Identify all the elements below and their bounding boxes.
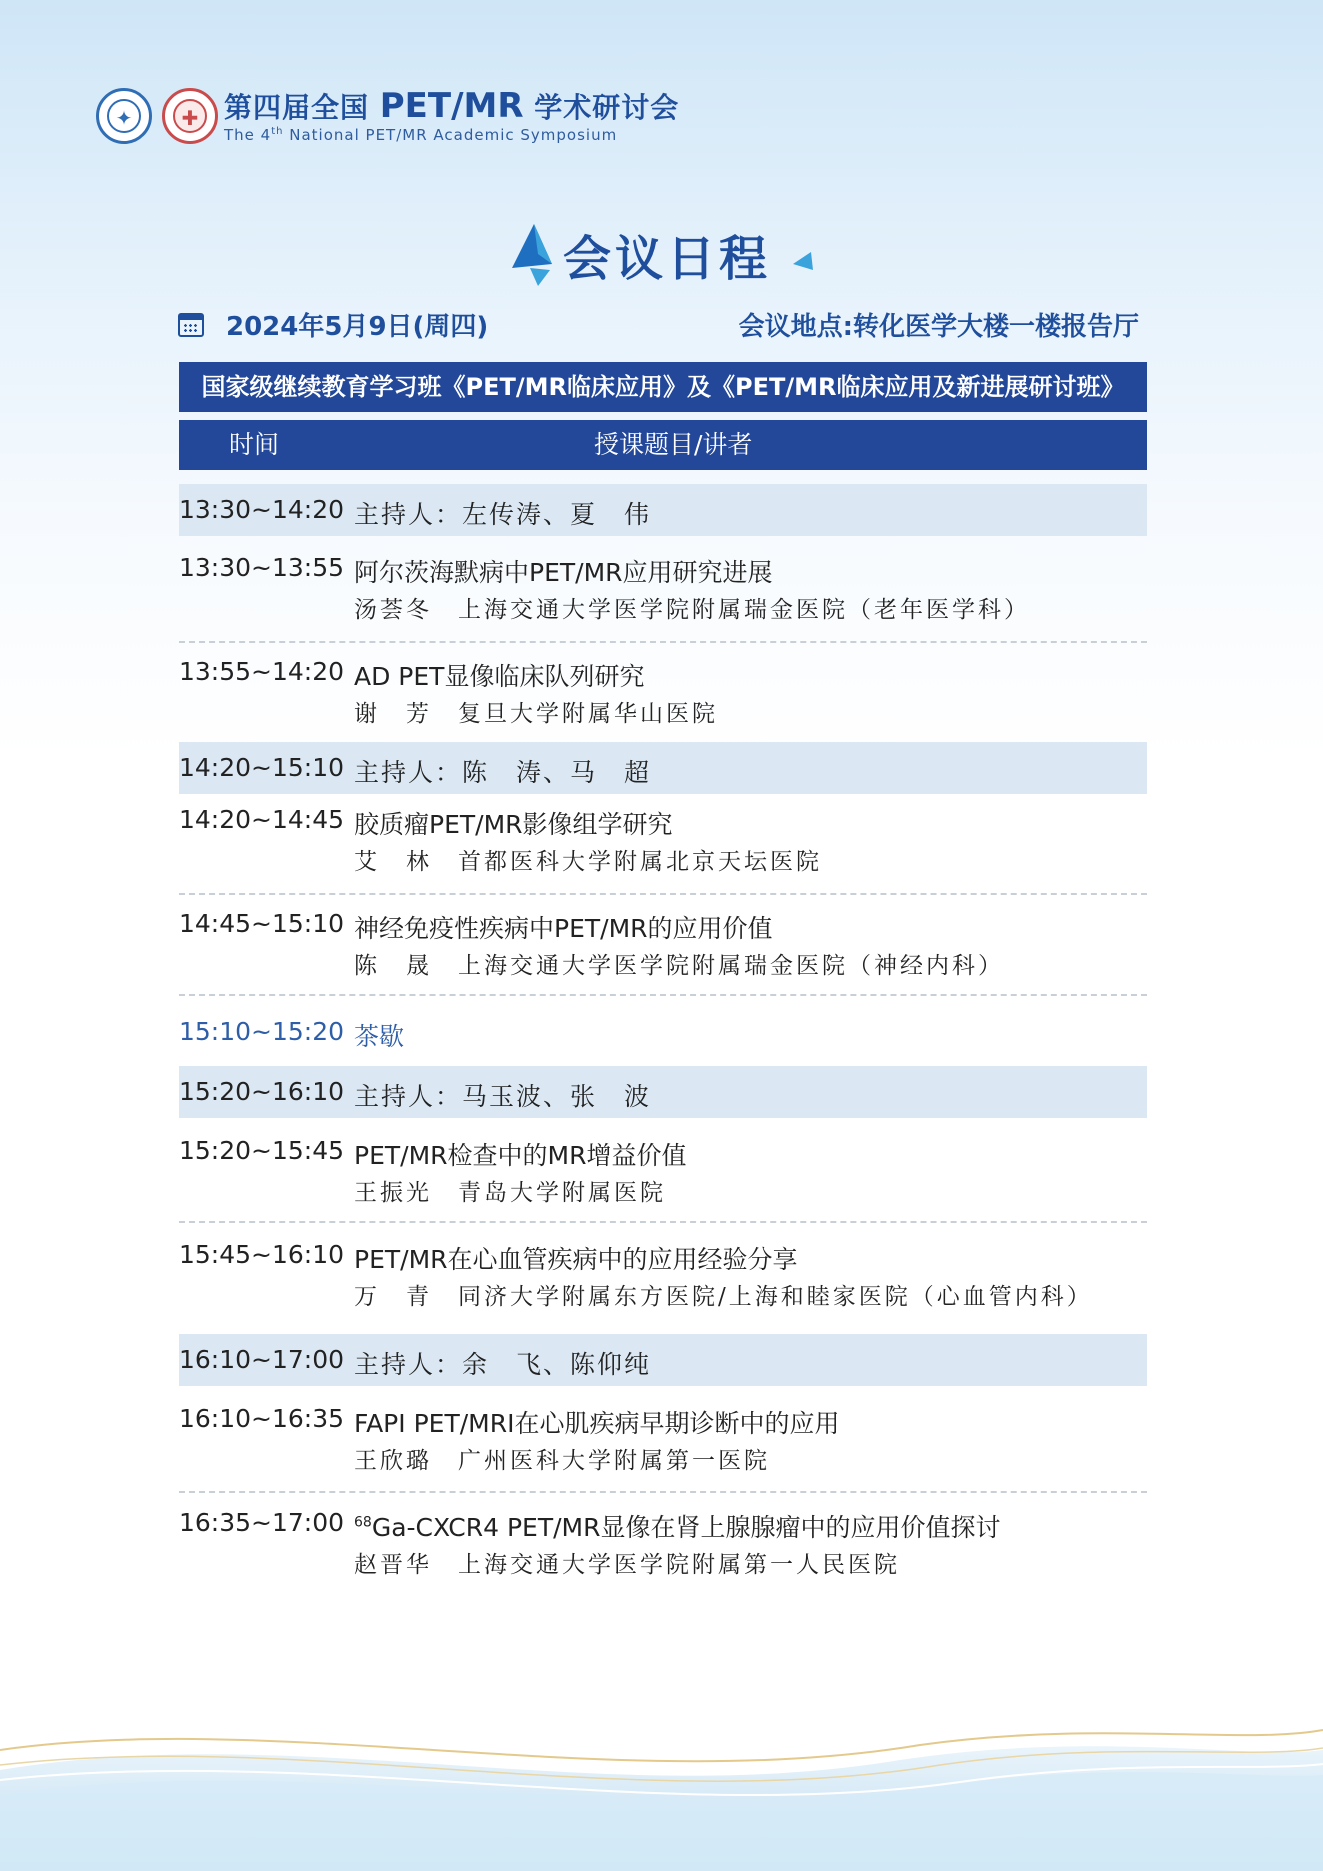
triangle-decoration-icon: [793, 252, 813, 270]
talk-row: [179, 1240, 1147, 1320]
talk-time: 16:35~17:00: [179, 1508, 345, 1537]
break-label: 茶歇: [354, 1022, 405, 1051]
calendar-icon: [178, 313, 204, 337]
session-host: 主持人：马玉波、张 波: [354, 1082, 652, 1111]
break-row: [179, 1017, 1147, 1057]
table-header: [179, 420, 1147, 470]
header-time: 时间: [229, 430, 280, 459]
triangle-decoration-icon: [530, 268, 550, 286]
page-title: 会议日程: [563, 231, 772, 287]
course-banner: 国家级继续教育学习班《PET/MR临床应用》及《PET/MR临床应用及新进展研讨班》: [179, 362, 1147, 412]
talk-title: FAPI PET/MRI在心肌疾病早期诊断中的应用: [354, 1409, 840, 1438]
symposium-subtitle: The 4th National PET/MR Academic Symposium: [224, 126, 618, 144]
session-time: 16:10~17:00: [179, 1345, 345, 1374]
talk-row: [179, 805, 1147, 895]
talk-speaker: 汤荟冬 上海交通大学医学院附属瑞金医院（老年医学科）: [354, 597, 1030, 623]
host-row: [179, 1334, 1147, 1386]
talk-row: [179, 1508, 1147, 1588]
talk-row: [179, 1404, 1147, 1493]
talk-title: 胶质瘤PET/MR影像组学研究: [354, 810, 673, 839]
break-time: 15:10~15:20: [179, 1017, 345, 1046]
talk-time: 16:10~16:35: [179, 1404, 345, 1433]
talk-speaker: 王欣璐 广州医科大学附属第一医院: [354, 1448, 770, 1474]
talk-title: $^{68}$Ga-CXCR4 PET/MR显像在肾上腺腺瘤中的应用价值探讨: [354, 1513, 1001, 1542]
host-row: [179, 484, 1147, 536]
symposium-title: 第四届全国 PET/MR 学术研讨会: [224, 86, 680, 126]
session-host: 主持人：余 飞、陈仰纯: [354, 1350, 652, 1379]
talk-title: PET/MR检查中的MR增益价值: [354, 1141, 687, 1170]
talk-speaker: 谢 芳 复旦大学附属华山医院: [354, 701, 718, 727]
triangle-decoration-icon: [512, 224, 552, 270]
talk-title: AD PET显像临床队列研究: [354, 662, 645, 691]
session-time: 14:20~15:10: [179, 753, 345, 782]
isotope-superscript: 68: [354, 1514, 372, 1531]
talk-speaker: 万 青 同济大学附属东方医院/上海和睦家医院（心血管内科）: [354, 1284, 1093, 1310]
talk-row: [179, 553, 1147, 643]
talk-title: 阿尔茨海默病中PET/MR应用研究进展: [354, 558, 773, 587]
talk-time: 13:30~13:55: [179, 553, 345, 582]
host-row: [179, 742, 1147, 794]
talk-time: 13:55~14:20: [179, 657, 345, 686]
talk-speaker: 艾 林 首都医科大学附属北京天坛医院: [354, 849, 822, 875]
event-date: 2024年5月9日(周四): [226, 312, 489, 342]
talk-speaker: 王振光 青岛大学附属医院: [354, 1180, 666, 1206]
university-seal-logo: ✦: [96, 88, 152, 144]
hospital-logo: ✚: [162, 88, 218, 144]
session-time: 15:20~16:10: [179, 1077, 345, 1106]
talk-speaker: 陈 晟 上海交通大学医学院附属瑞金医院（神经内科）: [354, 953, 1004, 979]
talk-time: 15:20~15:45: [179, 1136, 345, 1165]
logo-group: [96, 88, 218, 144]
talk-speaker: 赵晋华 上海交通大学医学院附属第一人民医院: [354, 1552, 900, 1578]
talk-time: 15:45~16:10: [179, 1240, 345, 1269]
wave-decoration: [0, 1700, 1323, 1871]
session-time: 13:30~14:20: [179, 495, 345, 524]
talk-title: PET/MR在心血管疾病中的应用经验分享: [354, 1245, 798, 1274]
talk-time: 14:20~14:45: [179, 805, 345, 834]
talk-row: [179, 909, 1147, 996]
talk-row: [179, 657, 1147, 737]
talk-title: 神经免疫性疾病中PET/MR的应用价值: [354, 914, 773, 943]
session-host: 主持人：陈 涛、马 超: [354, 758, 652, 787]
header-topic: 授课题目/讲者: [594, 430, 753, 459]
event-venue: 会议地点:转化医学大楼一楼报告厅: [738, 312, 1139, 342]
session-host: 主持人：左传涛、夏 伟: [354, 500, 652, 529]
talk-time: 14:45~15:10: [179, 909, 345, 938]
talk-row: [179, 1136, 1147, 1223]
host-row: [179, 1066, 1147, 1118]
